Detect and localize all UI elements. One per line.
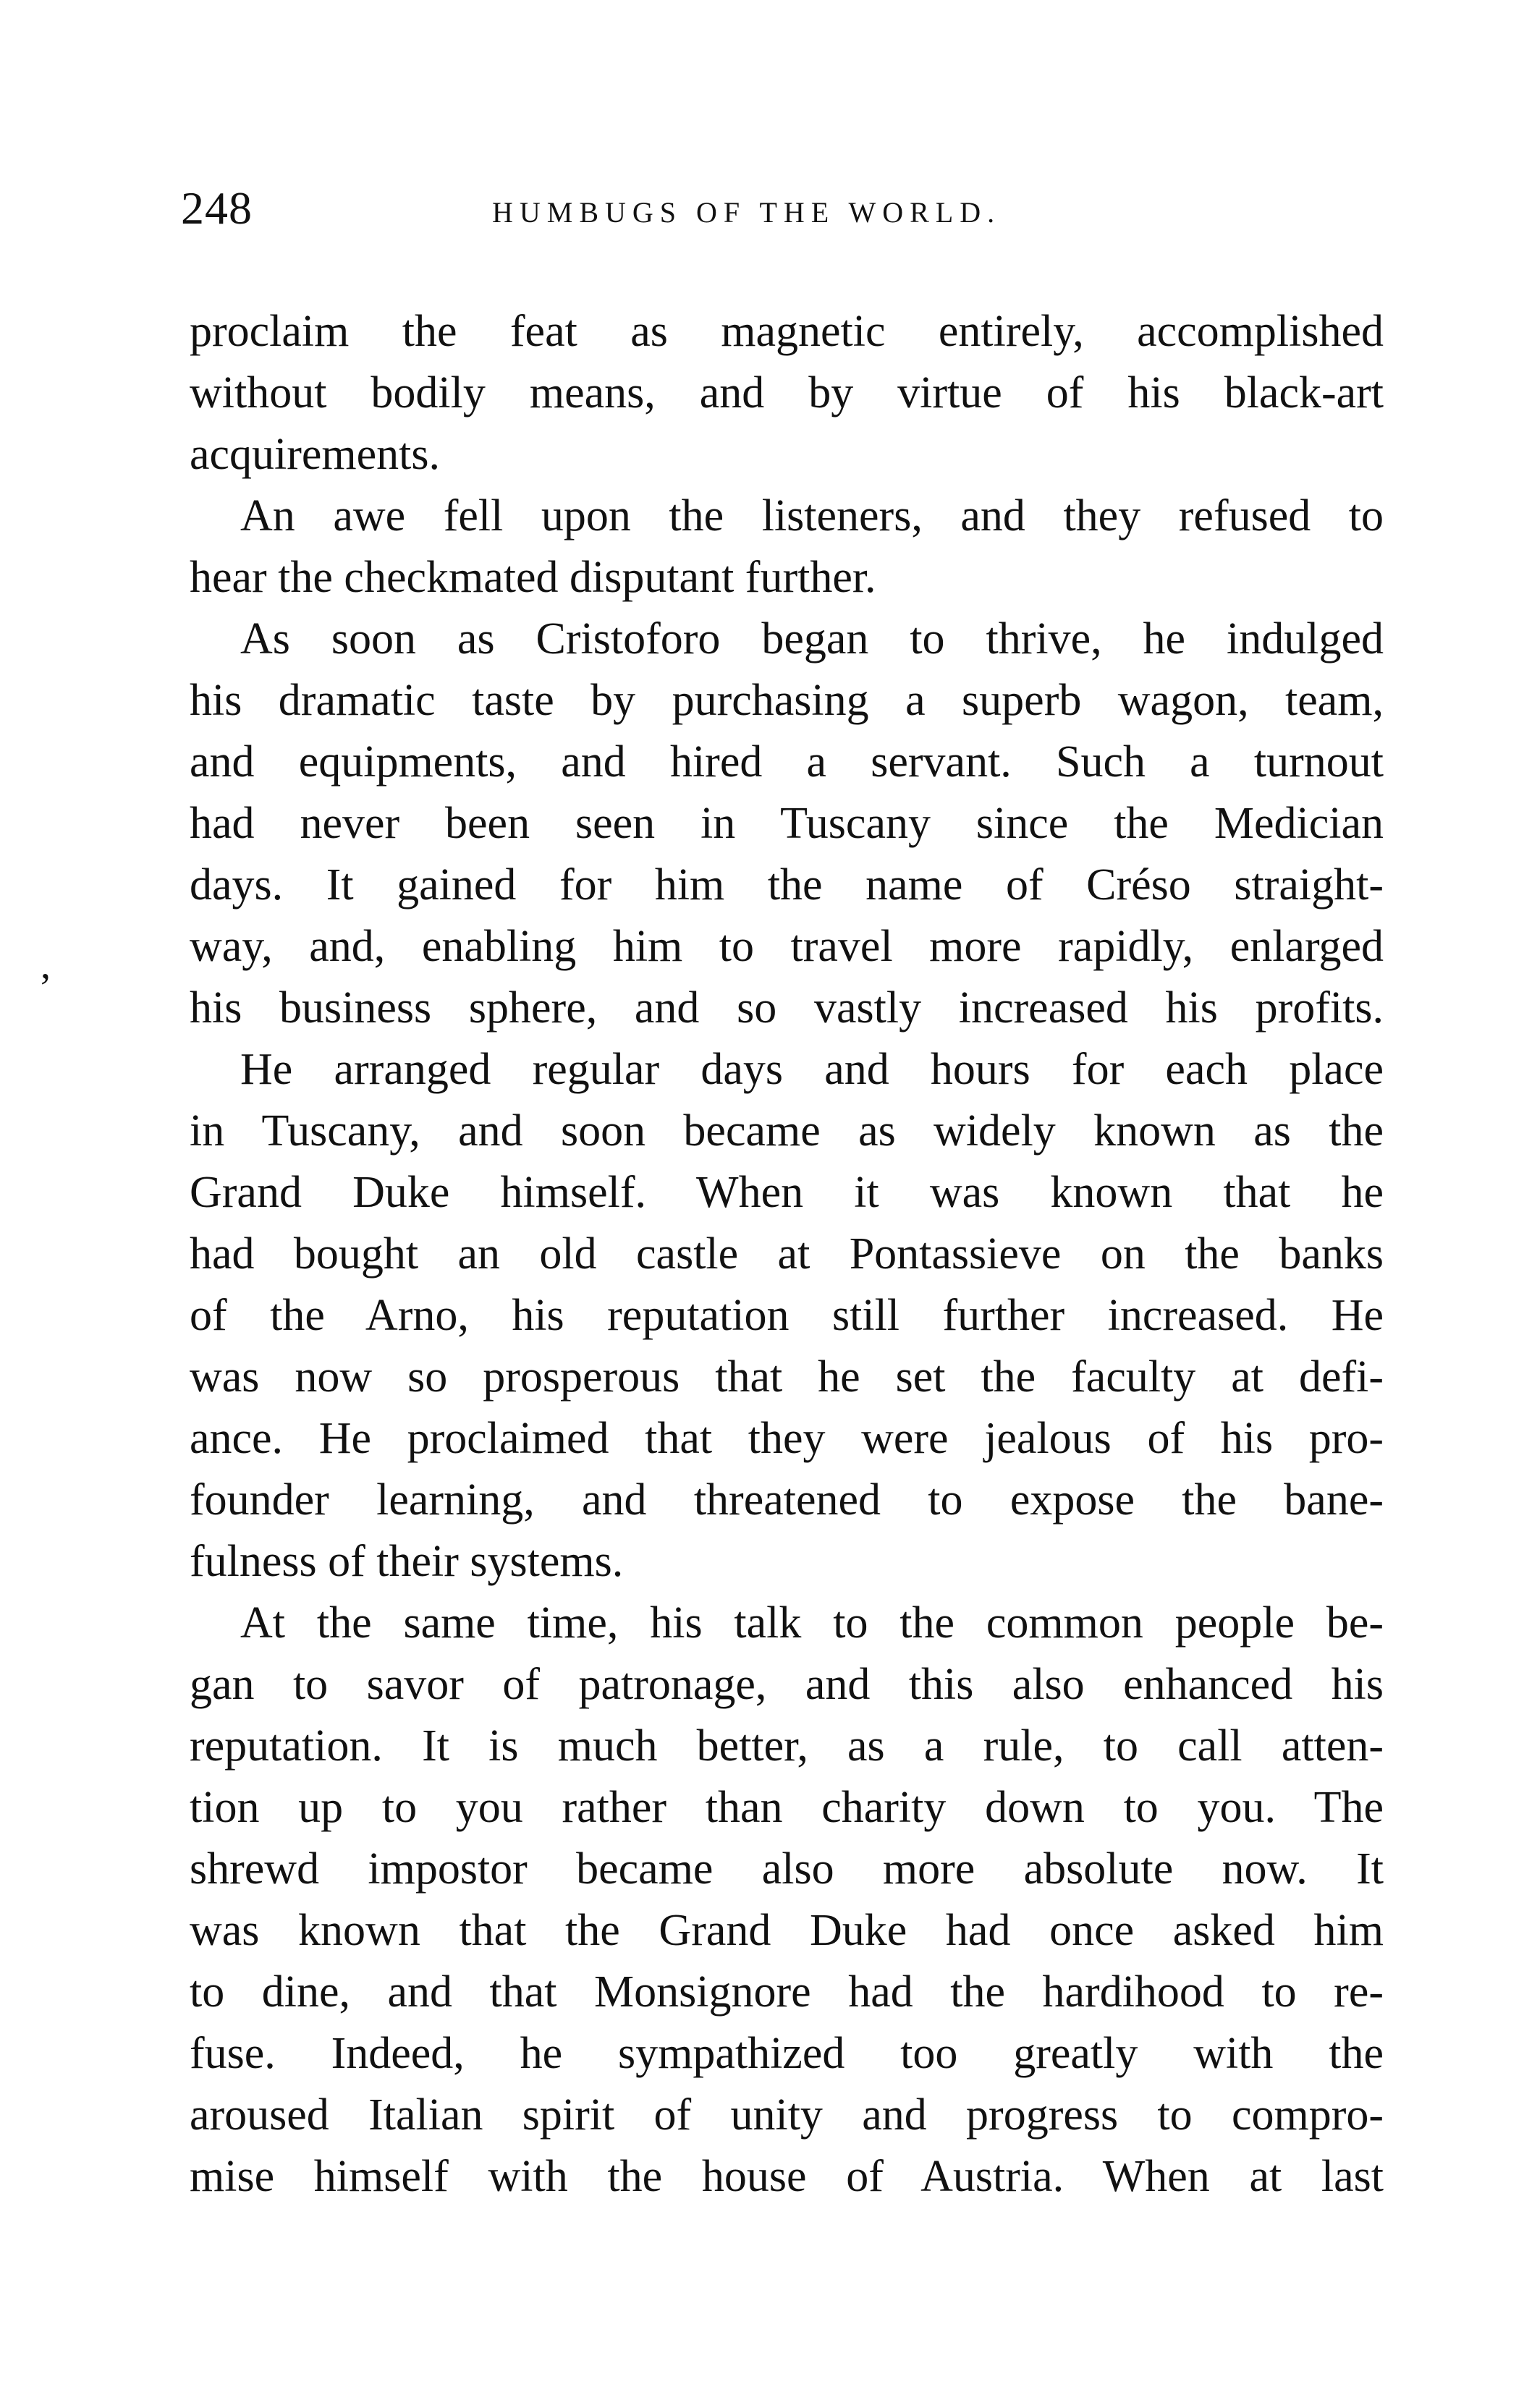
text-line: Grand Duke himself. When it was known that he: [190, 1168, 1384, 1217]
page-number: 248: [181, 182, 253, 234]
running-title: HUMBUGS OF THE WORLD.: [492, 196, 1002, 229]
text-line: had never been seen in Tuscany since the Medician: [190, 799, 1384, 848]
text-line: acquirements.: [190, 430, 441, 479]
text-line: was now so prosperous that he set the faculty at defi-: [190, 1352, 1384, 1402]
text-line: was known that the Grand Duke had once asked him: [190, 1906, 1384, 1955]
text-line: hear the checkmated disputant further.: [190, 553, 876, 602]
text-line: days. It gained for him the name of Créso straight-: [190, 860, 1384, 910]
margin-mark: ,: [41, 943, 51, 988]
text-line: his dramatic taste by purchasing a superb wagon, team,: [190, 676, 1384, 725]
text-line: tion up to you rather than charity down to you. The: [190, 1783, 1384, 1832]
text-line: in Tuscany, and soon became as widely known as the: [190, 1106, 1384, 1156]
text-line: without bodily means, and by virtue of his black-art: [190, 368, 1384, 417]
text-line: to dine, and that Monsignore had the hardihood to re-: [190, 1967, 1384, 2017]
text-line: and equipments, and hired a servant. Such a turnout: [190, 737, 1384, 787]
text-line: gan to savor of patronage, and this also enhanced his: [190, 1660, 1384, 1709]
text-line: of the Arno, his reputation still further increased. He: [190, 1291, 1384, 1340]
text-line: fuse. Indeed, he sympathized too greatly with the: [190, 2029, 1384, 2078]
text-line: fulness of their systems.: [190, 1537, 624, 1586]
text-line: way, and, enabling him to travel more rapidly, enlarged: [190, 922, 1384, 971]
text-line: founder learning, and threatened to expose the bane-: [190, 1475, 1384, 1525]
text-line: ance. He proclaimed that they were jealous of his pro-: [190, 1414, 1384, 1463]
text-line: mise himself with the house of Austria. When at last: [190, 2152, 1384, 2201]
text-line: had bought an old castle at Pontassieve on the banks: [190, 1229, 1384, 1279]
text-line: reputation. It is much better, as a rule, to call atten-: [190, 1721, 1384, 1771]
paragraph-start-line: An awe fell upon the listeners, and they refused to: [240, 491, 1384, 540]
text-line: shrewd impostor became also more absolute now. It: [190, 1844, 1384, 1894]
text-line: his business sphere, and so vastly increased his profits.: [190, 983, 1384, 1033]
page-header: [181, 179, 1404, 237]
paragraph-start-line: As soon as Cristoforo began to thrive, he indulged: [240, 614, 1384, 664]
body-text: [190, 301, 1384, 2208]
paragraph-start-line: At the same time, his talk to the common people be-: [240, 1598, 1384, 1648]
paragraph-start-line: He arranged regular days and hours for each place: [240, 1045, 1384, 1094]
text-line: proclaim the feat as magnetic entirely, accomplished: [190, 307, 1384, 356]
text-line: aroused Italian spirit of unity and progress to compro-: [190, 2090, 1384, 2140]
